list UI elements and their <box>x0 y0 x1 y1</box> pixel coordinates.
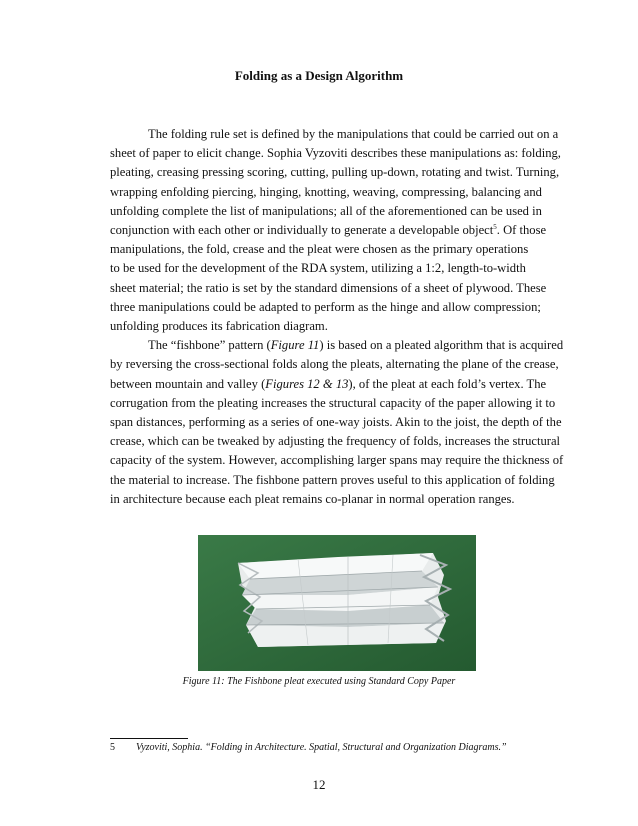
text-segment: The “fishbone” pattern ( <box>148 338 271 353</box>
text-line: crease, which can be tweaked by adjusting the frequency of folds, increases the structural <box>110 434 561 449</box>
text-line: capacity of the system. However, accomplishing larger spans may require the thickness of <box>110 453 564 468</box>
text-line: by reversing the cross-sectional folds along the pleats, alternating the plane of the crease, <box>110 357 559 372</box>
text-line: unfolding produces its fabrication diagram. <box>110 319 328 334</box>
text-line: sheet material; the ratio is set by the standard dimensions of a sheet of plywood. These <box>110 280 547 295</box>
figure-caption: Figure 11: The Fishbone pleat executed using Standard Copy Paper <box>182 676 456 687</box>
section-heading: Folding as a Design Algorithm <box>234 68 404 83</box>
text-segment: conjunction with each other or individually to generate a developable object <box>110 223 494 238</box>
text-line: pleating, creasing pressing scoring, cutting, pulling up-down, rotating and twist. Turning, <box>110 165 560 180</box>
text-line: The folding rule set is defined by the manipulations that could be carried out on a <box>148 127 559 141</box>
figure-reference: Figure 11 <box>270 338 320 353</box>
body-text <box>110 125 568 509</box>
page-number: 12 <box>312 777 326 792</box>
text-line: span distances, performing as a series of one-way joists. Akin to the joist, the depth of the <box>110 415 562 430</box>
paragraph-2 <box>110 336 568 509</box>
footnote-text: Vyzoviti, Sophia. “Folding in Architecture. Spatial, Structural and Organization Diagrams.” <box>136 742 507 753</box>
footnote-divider <box>110 738 188 739</box>
text-segment: . Of those <box>496 223 547 238</box>
figure-fishbone-photo <box>198 535 476 671</box>
text-line: unfolding complete the list of manipulations; all of the aforementioned can be used in <box>110 203 542 218</box>
footnote <box>110 742 507 753</box>
paragraph-1 <box>110 125 568 336</box>
text-line <box>110 375 568 394</box>
text-line: to be used for the development of the RDA system, utilizing a 1:2, length-to-width <box>110 261 526 276</box>
text-line: in architecture because each pleat remains co-planar in normal operation ranges. <box>110 491 515 506</box>
figure-reference: Figures 12 & 13 <box>265 376 349 391</box>
text-line: sheet of paper to elicit change. Sophia Vyzoviti describes these manipulations as: folding, <box>110 146 561 161</box>
text-line: manipulations, the fold, crease and the pleat were chosen as the primary operations <box>110 242 529 257</box>
text-segment: ) is based on a pleated algorithm that is acquired <box>319 338 564 353</box>
text-line: corrugation from the pleating increases the structural capacity of the paper allowing it to <box>110 395 556 410</box>
text-segment: ), of the pleat at each fold’s vertex. The <box>348 376 547 391</box>
text-line: wrapping enfolding piercing, hinging, knotting, weaving, compressing, balancing and <box>110 184 542 199</box>
text-line: the material to increase. The fishbone pattern proves useful to this application of folding <box>110 472 555 487</box>
fishbone-pleat-image <box>198 535 476 671</box>
footnote-number: 5 <box>110 742 115 753</box>
text-line <box>110 221 568 240</box>
text-line <box>110 336 568 355</box>
text-line: three manipulations could be adapted to perform as the hinge and allow compression; <box>110 299 541 314</box>
footnote-reference: 5 <box>493 222 497 231</box>
text-segment: between mountain and valley ( <box>110 376 266 391</box>
